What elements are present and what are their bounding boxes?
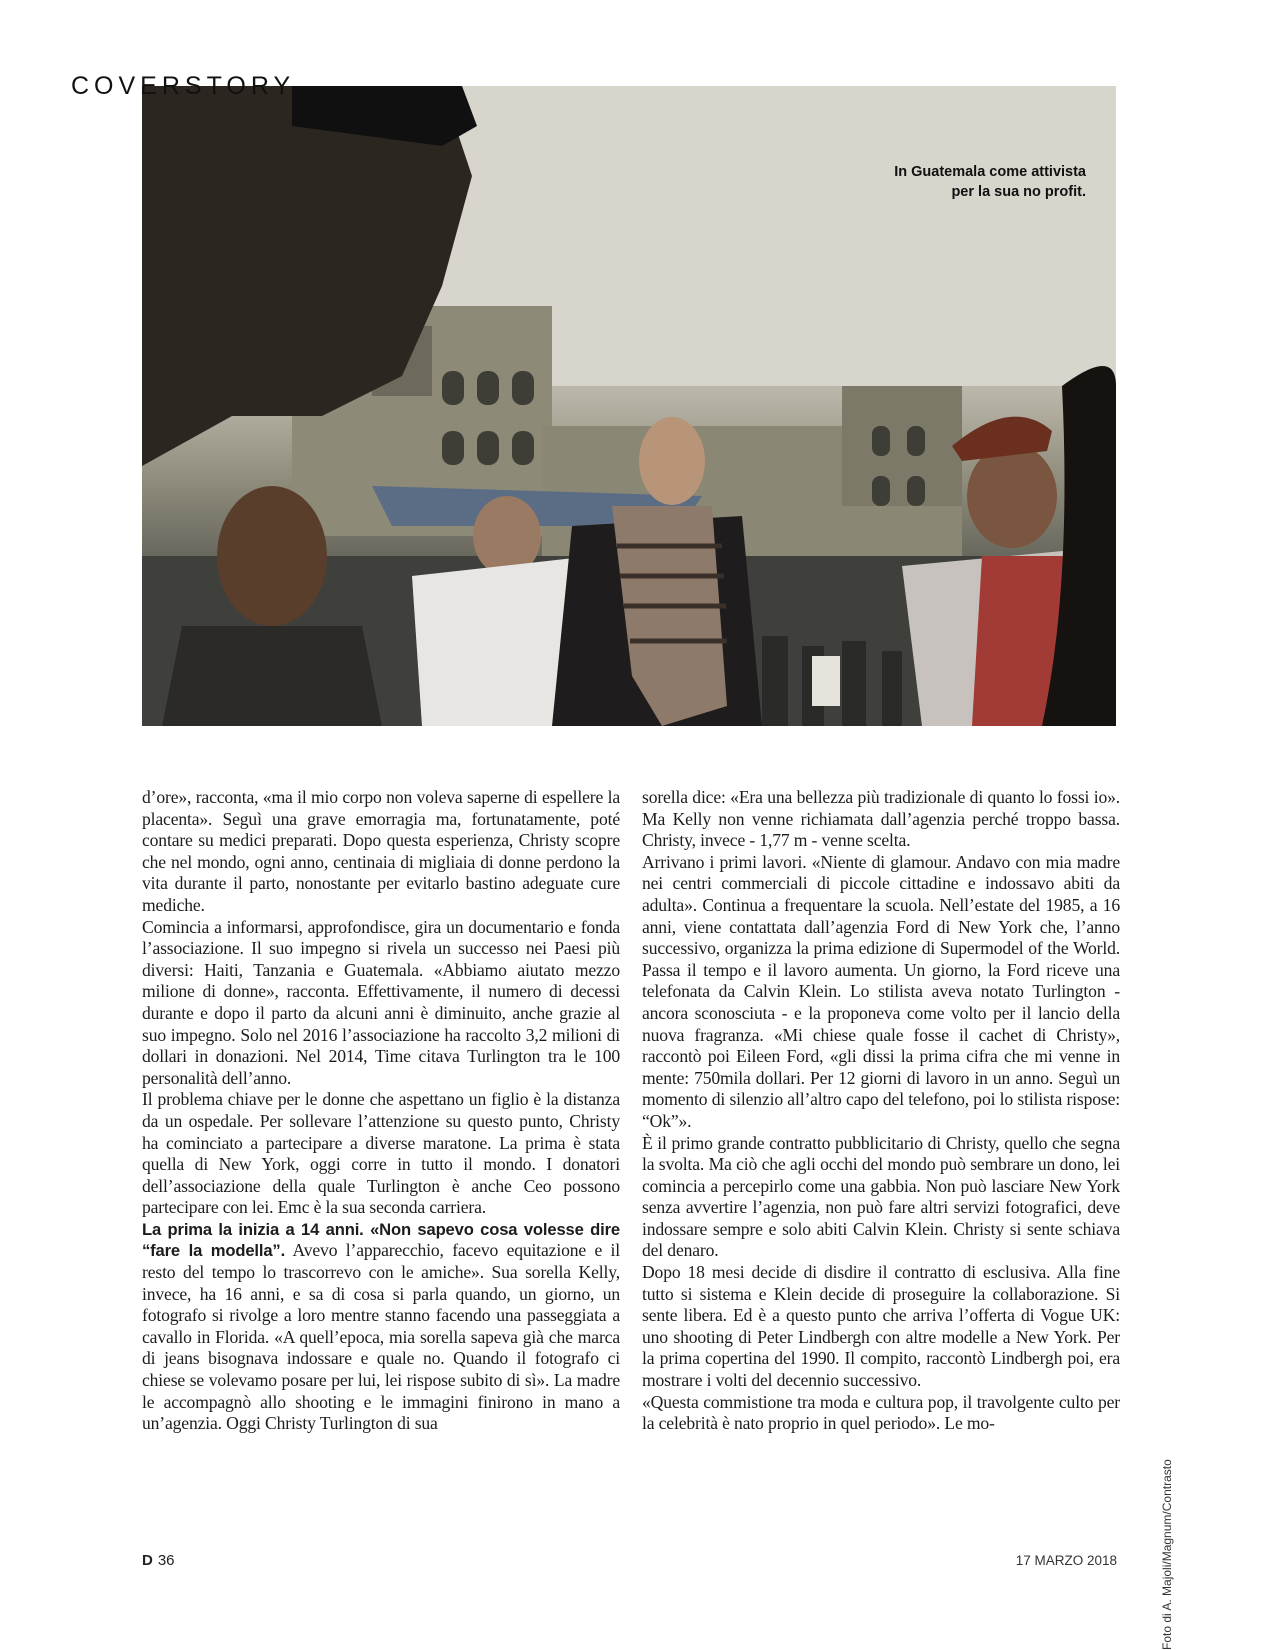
article-paragraph: d’ore», racconta, «ma il mio corpo non voleva saperne di espellere la placenta». Seguì una grave emorragia ma, fortunatamente, poté contare su medici preparati. Dopo questa esperienza, Christy scopre che nel mondo, ogni anno, centinaia di migliaia di donne perdono la vita durante il parto, nonostante per evitarlo bastino adeguate cure mediche.: [142, 787, 620, 915]
article-paragraph: sorella dice: «Era una bellezza più tradizionale di quanto lo fossi io». Ma Kelly non venne richiamata dall’agenzia perché troppo bassa. Christy, invece - 1,77 m - venne scelta.: [642, 787, 1120, 851]
article-paragraph: Comincia a informarsi, approfondisce, gira un documentario e fonda l’associazione. Il suo impegno si rivela un successo nei Paesi più diversi: Haiti, Tanzania e Guatemala. «Abbiamo aiutato mezzo milione di donne», racconta. Effettivamente, il numero di decessi durante e dopo il parto da alcuni anni è diminuito, anche grazie al suo impegno. Solo nel 2016 l’associazione ha raccolto 3,2 milioni di dollari in donazioni. Nel 2014, Time citava Turlington tra le 100 personalità dell’anno.: [142, 916, 620, 1088]
article-paragraph: È il primo grande contratto pubblicitario di Christy, quello che segna la svolta. Ma ciò che agli occhi del mondo può sembrare un dono, lei comincia a percepirlo come una gabbia. Non può lasciare New York senza avvertire l’agenzia, non può fare altri servizi fotografici, deve indossare sempre e solo abiti Calvin Klein. Christy si sente schiava del denaro.: [642, 1132, 1120, 1261]
bold-lead-in: La prima la inizia a 14 anni. «Non sapevo cosa volesse dire “fare la modella”.: [142, 1219, 620, 1261]
page-number: 36: [157, 1552, 175, 1569]
section-label: COVERSTORY: [71, 72, 296, 100]
cover-photo: [142, 86, 1116, 726]
photo-caption: [894, 162, 1086, 202]
article-paragraph: Dopo 18 mesi decide di disdire il contratto di esclusiva. Alla fine tutto si sistema e Klein decide di proseguire la collaborazione. Si sente libera. Ed è a questo punto che arriva l’offerta di Vogue UK: uno shooting di Peter Lindbergh con altre modelle a New York. Per la prima copertina del 1990. Il compito, raccontò Lindbergh poi, era mostrare i volti del decennio successivo.: [642, 1262, 1120, 1391]
caption-line-1: In Guatemala come attivista: [894, 164, 1086, 180]
article-paragraph: [142, 1219, 620, 1435]
article-column-left: [142, 787, 620, 1435]
photo-credit-text: Foto di A. Majoli/Magnum/Contrasto: [1160, 1459, 1174, 1650]
article-column-right: [642, 787, 1120, 1435]
page-footer-left: [142, 1552, 175, 1569]
article-paragraph: «Questa commistione tra moda e cultura pop, il travolgente culto per la celebrità è nato proprio in quel periodo». Le mo-: [642, 1391, 1120, 1434]
magazine-logo: D: [142, 1552, 153, 1569]
article-paragraph-text: Avevo l’apparecchio, facevo equitazione e il resto del tempo lo trascorrevo con le amiche». Sua sorella Kelly, invece, ha 16 anni, e sa di cosa si parla quando, un giorno, un fotografo si rivolge a loro mentre stanno facendo una passeggiata a cavallo in Florida. «A quell’epoca, mia sorella sapeva già che marca di jeans bisognava indossare e quale no. Quando il fotografo ci chiese se volevamo posare per lui, lei rispose subito di sì». La madre le accompagnò allo shooting e le immagini finirono in mano a un’agenzia. Oggi Christy Turlington di sua: [142, 1240, 620, 1434]
article-paragraph: Arrivano i primi lavori. «Niente di glamour. Andavo con mia madre nei centri commerciali di piccole cittadine e indossavo abiti da adulta». Continua a frequentare la scuola. Nell’estate del 1985, a 16 anni, viene contattata dall’agenzia Ford di New York che, l’anno successivo, organizza la prima edizione di Supermodel of the World. Passa il tempo e il lavoro aumenta. Un giorno, la Ford riceve una telefonata da Calvin Klein. Lo stilista aveva notato Turlington - ancora sconosciuta - e la proponeva come volto per il lancio della nuova fragranza. «Mi chiese quale fosse il cachet di Christy», raccontò poi Eileen Ford, «gli dissi la prima cifra che mi venne in mente: 750mila dollari. Per 12 giorni di lavoro in un anno. Seguì un momento di silenzio all’altro capo del telefono, poi lo stilista rispose: “Ok”».: [642, 851, 1120, 1131]
caption-line-2: per la sua no profit.: [951, 184, 1086, 200]
issue-date: 17 MARZO 2018: [1015, 1553, 1117, 1568]
article-paragraph: Il problema chiave per le donne che aspettano un figlio è la distanza da un ospedale. Per sollevare l’attenzione su questo punto, Christy ha cominciato a partecipare a diverse maratone. La prima è stata quella di New York, oggi corre in tutto il mondo. I donatori dell’associazione della quale Turlington è anche Ceo possono partecipare con lei. Emc è la sua seconda carriera.: [142, 1089, 620, 1218]
